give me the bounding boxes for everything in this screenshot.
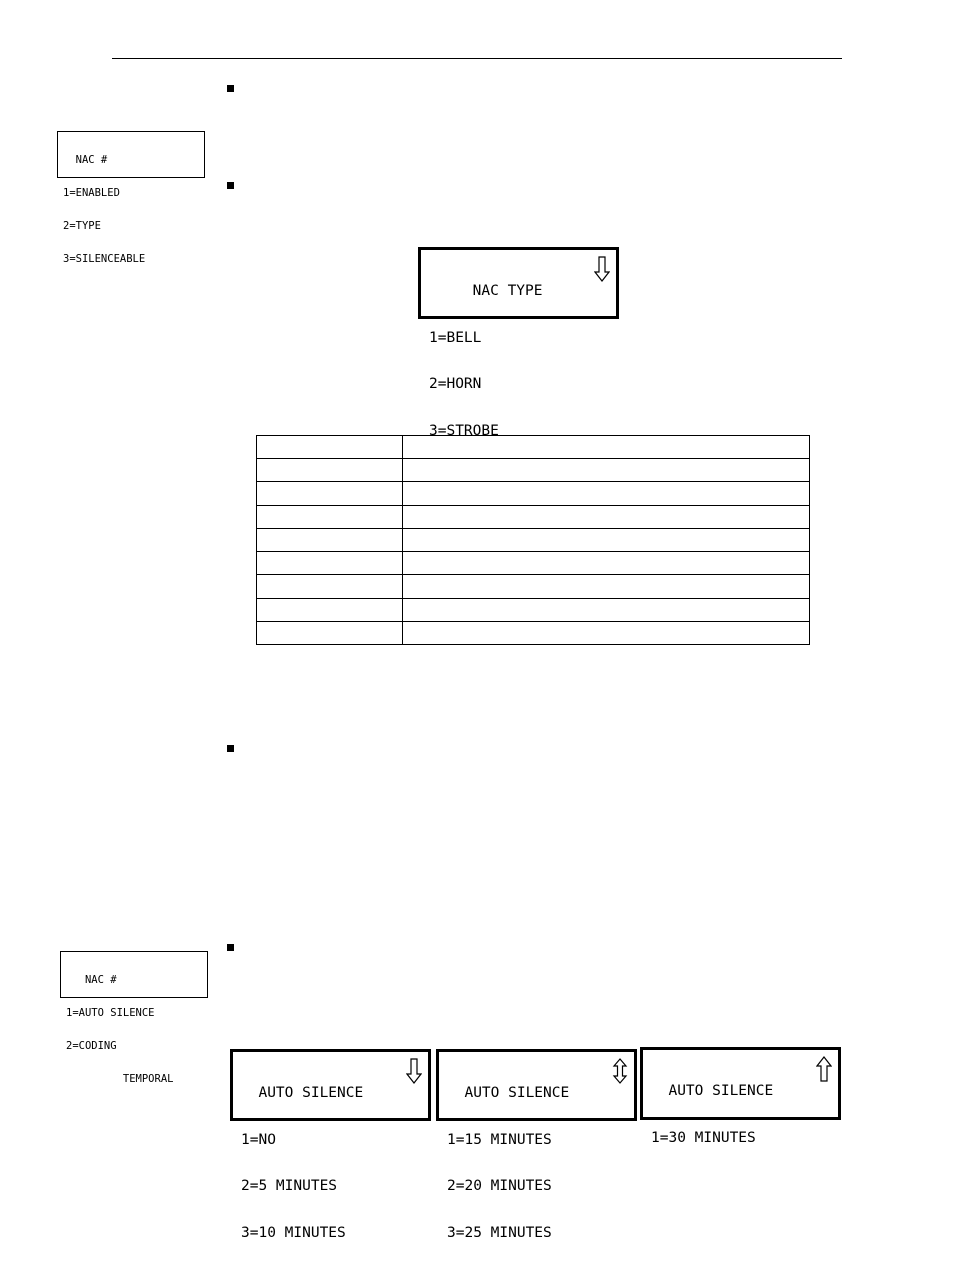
auto-silence-1-item-1: 1=NO [241, 1131, 276, 1148]
table-cell [257, 505, 403, 528]
table-row [257, 528, 810, 551]
table-row [257, 459, 810, 482]
nac-type-title: NAC TYPE [429, 283, 543, 299]
auto-silence-display-3 [640, 1047, 841, 1146]
nac-menu-display [57, 131, 205, 265]
table-row [257, 505, 810, 528]
up-down-arrow-icon [612, 1058, 628, 1084]
nac-menu-2-item-coding: 2=CODING [66, 1040, 117, 1052]
nac-type-item-bell: 1=BELL [429, 329, 482, 346]
table-cell [403, 459, 810, 482]
nac-type-item-strobe: 3=STROBE [429, 422, 499, 439]
auto-silence-2-title: AUTO SILENCE [447, 1085, 570, 1101]
down-arrow-icon [406, 1058, 422, 1084]
table-cell [403, 598, 810, 621]
nac-menu-title: NAC # [63, 154, 108, 166]
table-cell [403, 482, 810, 505]
table-row [257, 575, 810, 598]
table-cell [257, 482, 403, 505]
table-cell [403, 552, 810, 575]
auto-silence-3-item-1: 1=30 MINUTES [651, 1129, 756, 1146]
bullet-2 [227, 182, 234, 189]
bullet-1 [227, 85, 234, 92]
table-cell [403, 621, 810, 644]
auto-silence-display-2 [436, 1049, 637, 1241]
table-cell [257, 459, 403, 482]
table-row [257, 436, 810, 459]
down-arrow-icon [594, 256, 610, 282]
auto-silence-3-title: AUTO SILENCE [651, 1083, 774, 1099]
table-row [257, 552, 810, 575]
table-cell [257, 552, 403, 575]
nac-type-table [256, 435, 810, 645]
nac-menu-item-type: 2=TYPE [63, 220, 101, 232]
auto-silence-2-item-2: 2=20 MINUTES [447, 1178, 552, 1194]
auto-silence-1-item-2: 2=5 MINUTES [241, 1178, 338, 1194]
nac-menu-item-enabled: 1=ENABLED [63, 187, 120, 199]
nac-type-item-horn: 2=HORN [429, 376, 482, 392]
table-row [257, 598, 810, 621]
table-cell [403, 528, 810, 551]
up-arrow-icon [816, 1056, 832, 1082]
table-cell [403, 575, 810, 598]
nac-menu-2-display [60, 951, 208, 1085]
table-row [257, 621, 810, 644]
table-cell [257, 621, 403, 644]
auto-silence-1-title: AUTO SILENCE [241, 1085, 364, 1101]
header-rule [112, 58, 842, 59]
table-cell [257, 436, 403, 459]
table-cell [257, 528, 403, 551]
table-cell [403, 505, 810, 528]
bullet-4 [227, 944, 234, 951]
table-cell [257, 575, 403, 598]
nac-menu-item-silenceable: 3=SILENCEABLE [63, 253, 146, 265]
table-row [257, 482, 810, 505]
nac-menu-2-title: NAC # [66, 974, 117, 986]
auto-silence-1-item-3: 3=10 MINUTES [241, 1224, 346, 1241]
auto-silence-2-item-3: 3=25 MINUTES [447, 1224, 552, 1241]
nac-menu-2-item-auto-silence: 1=AUTO SILENCE [66, 1007, 155, 1019]
bullet-3 [227, 745, 234, 752]
nac-menu-2-coding-value: TEMPORAL [66, 1073, 174, 1085]
table-cell [257, 598, 403, 621]
auto-silence-display-1 [230, 1049, 431, 1241]
table-cell [403, 436, 810, 459]
nac-type-display [418, 247, 619, 439]
auto-silence-2-item-1: 1=15 MINUTES [447, 1131, 552, 1148]
